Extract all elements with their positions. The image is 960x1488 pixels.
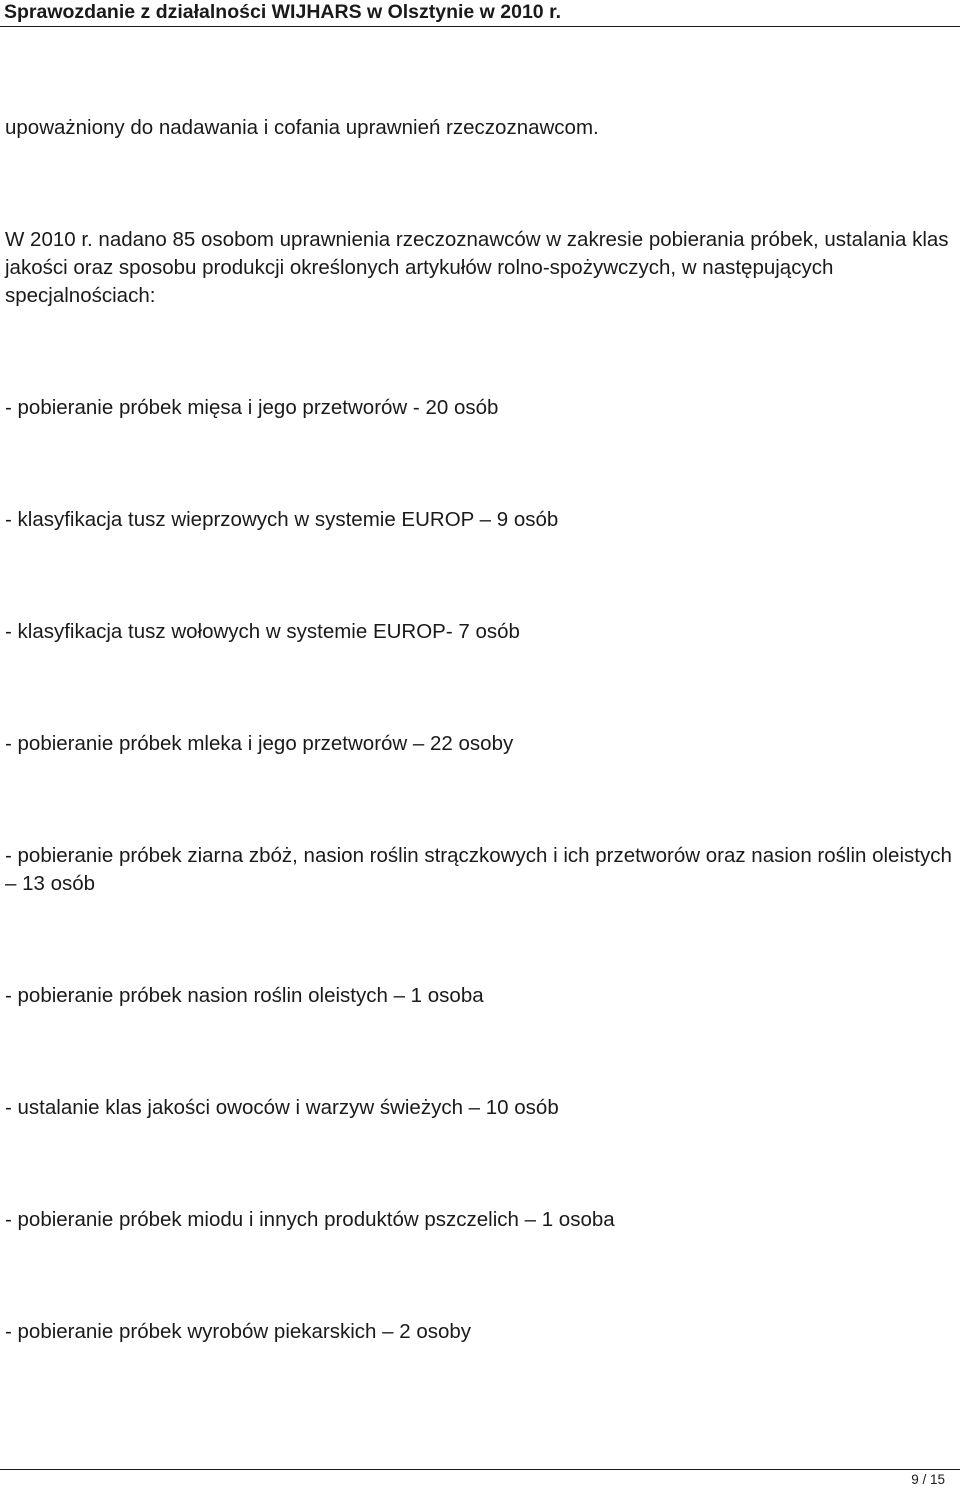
- paragraph-intro-continuation: upoważniony do nadawania i cofania uprawnień rzeczoznawcom.: [5, 116, 599, 139]
- document-title: Sprawozdanie z działalności WIJHARS w Olsztynie w 2010 r.: [4, 1, 561, 23]
- page-footer: [0, 1469, 960, 1487]
- list-item-grain: - pobieranie próbek ziarna zbóż, nasion roślin strączkowych i ich przetworów oraz nasion roślin oleistych – 13 osób: [5, 844, 952, 895]
- list-item-oilseeds: - pobieranie próbek nasion roślin oleistych – 1 osoba: [5, 984, 484, 1007]
- list-item-honey: - pobieranie próbek miodu i innych produktów pszczelich – 1 osoba: [5, 1208, 615, 1231]
- page-header: [0, 0, 960, 27]
- list-item-milk: - pobieranie próbek mleka i jego przetworów – 22 osoby: [5, 732, 514, 755]
- list-item-pork-carcass: - klasyfikacja tusz wieprzowych w systemie EUROP – 9 osób: [5, 508, 559, 531]
- paragraph-summary: W 2010 r. nadano 85 osobom uprawnienia rzeczoznawców w zakresie pobierania próbek, ustalania klas jakości oraz sposobu produkcji określonych artykułów rolno-spożywczych, w następujących specjalnościach:: [5, 228, 949, 307]
- page-number: 9 / 15: [911, 1472, 945, 1487]
- list-item-beef-carcass: - klasyfikacja tusz wołowych w systemie EUROP- 7 osób: [5, 620, 520, 643]
- list-item-bakery: - pobieranie próbek wyrobów piekarskich – 2 osoby: [5, 1320, 472, 1343]
- list-item-fruit-vegetables: - ustalanie klas jakości owoców i warzyw świeżych – 10 osób: [5, 1096, 559, 1119]
- list-item-meat: - pobieranie próbek mięsa i jego przetworów - 20 osób: [5, 396, 499, 419]
